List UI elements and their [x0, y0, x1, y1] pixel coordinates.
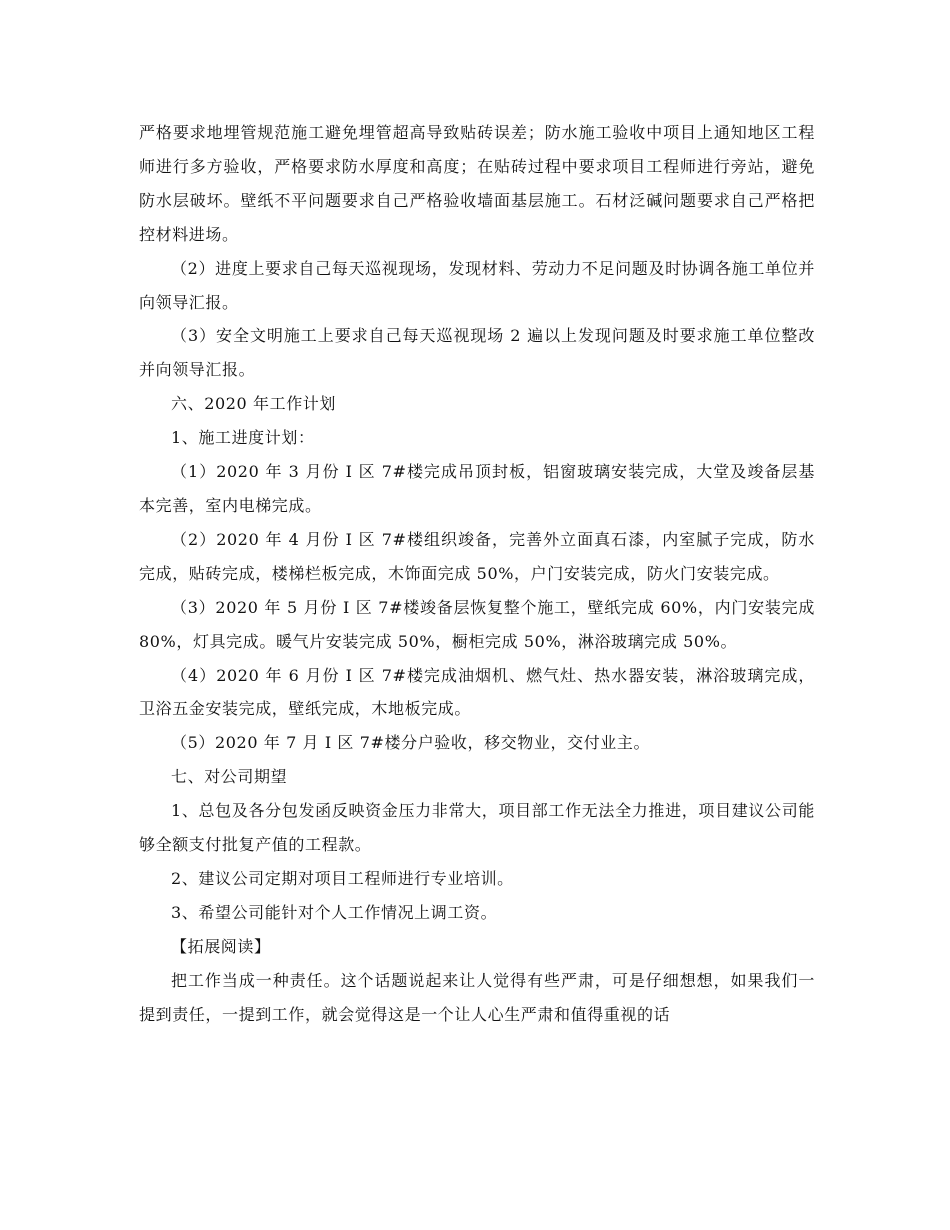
- paragraph-plan-july: （5）2020 年 7 月 I 区 7#楼分户验收，移交物业，交付业主。: [171, 733, 651, 753]
- section-heading-7: 七、对公司期望: [171, 767, 288, 787]
- paragraph-plan-april: （2）2020 年 4 月份 I 区 7#楼组织竣备，完善外立面真石漆，内室腻子完成，防水完成，贴砖完成，楼梯栏板完成，木饰面完成 50%，户门安装完成，防火门安装完成。: [139, 529, 815, 583]
- paragraph-1: 严格要求地埋管规范施工避免埋管超高导致贴砖误差；防水施工验收中项目上通知地区工程师进行多方验收，严格要求防水厚度和高度；在贴砖过程中要求项目工程师进行旁站，避免防水层破坏。壁纸不平问题要求自己严格验收墙面基层施工。石材泛碱问题要求自己严格把控材料进场。: [139, 123, 815, 244]
- paragraph-plan-june: （4）2020 年 6 月份 I 区 7#楼完成油烟机、燃气灶、热水器安装，淋浴玻璃完成，卫浴五金安装完成，壁纸完成，木地板完成。: [139, 665, 815, 719]
- paragraph-plan-march: （1）2020 年 3 月份 I 区 7#楼完成吊顶封板，铝窗玻璃安装完成，大堂及竣备层基本完善，室内电梯完成。: [139, 462, 815, 515]
- paragraph-expectation-1: 1、总包及各分包发函反映资金压力非常大，项目部工作无法全力推进，项目建议公司能够全额支付批复产值的工程款。: [139, 801, 815, 855]
- section-heading-6: 六、2020 年工作计划: [171, 394, 337, 414]
- document-body: [139, 116, 815, 1031]
- paragraph-plan-may: （3）2020 年 5 月份 I 区 7#楼竣备层恢复整个施工，壁纸完成 60%，内门安装完成 80%，灯具完成。暖气片安装完成 50%，橱柜完成 50%，淋浴玻璃完成 50%。: [139, 597, 815, 651]
- paragraph-2: （2）进度上要求自己每天巡视现场，发现材料、劳动力不足问题及时协调各施工单位并向领导汇报。: [139, 258, 815, 312]
- extended-reading-paragraph: 把工作当成一种责任。这个话题说起来让人觉得有些严肃，可是仔细想想，如果我们一提到责任，一提到工作，就会觉得这是一个让人心生严肃和值得重视的话: [139, 970, 815, 1024]
- paragraph-expectation-2: 2、建议公司定期对项目工程师进行专业培训。: [171, 868, 514, 888]
- subheading-construction-schedule: 1、施工进度计划：: [171, 428, 315, 448]
- extended-reading-heading: 【拓展阅读】: [171, 936, 271, 956]
- paragraph-3: （3）安全文明施工上要求自己每天巡视现场 2 遍以上发现问题及时要求施工单位整改并向领导汇报。: [139, 326, 815, 380]
- paragraph-expectation-3: 3、希望公司能针对个人工作情况上调工资。: [171, 902, 498, 922]
